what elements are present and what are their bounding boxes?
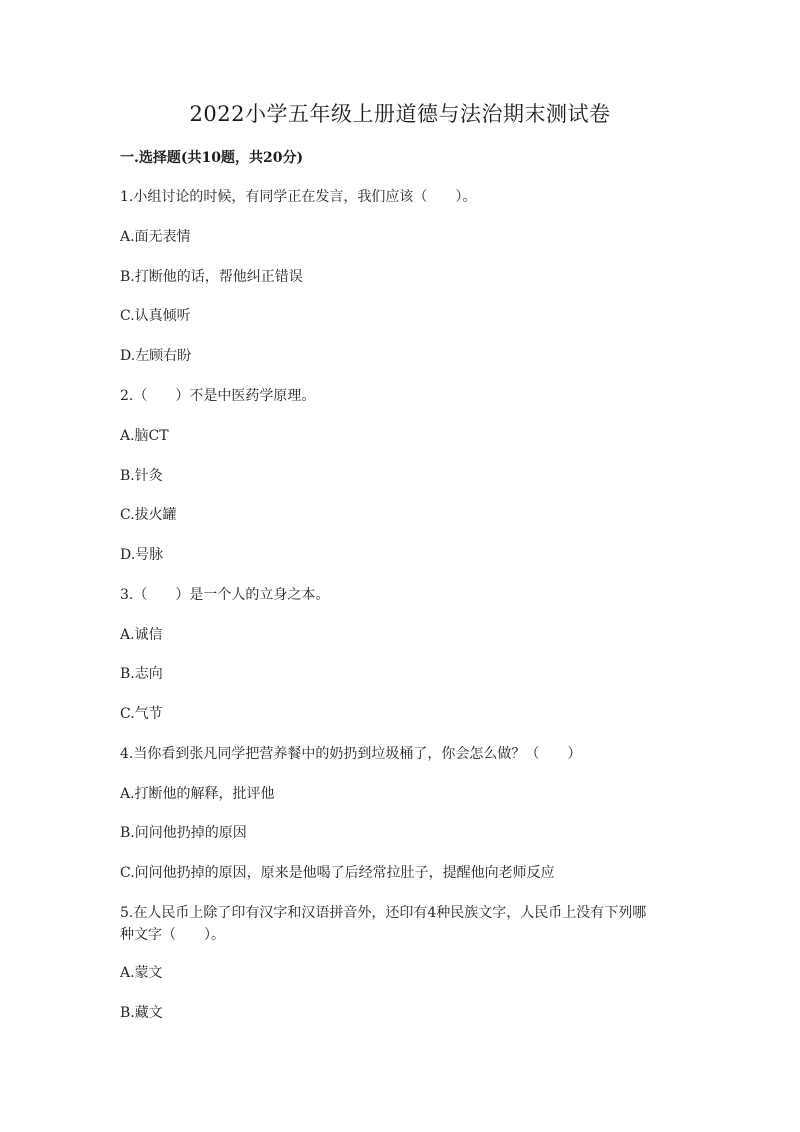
question-3-option-a: A.诚信 bbox=[120, 627, 163, 643]
question-4-stem: 4.当你看到张凡同学把营养餐中的奶扔到垃圾桶了，你会怎么做？（ ） bbox=[120, 746, 582, 762]
question-1-option-a: A.面无表情 bbox=[120, 229, 191, 245]
question-4-option-a: A.打断他的解释，批评他 bbox=[120, 786, 275, 802]
question-4-option-b: B.问问他扔掉的原因 bbox=[120, 825, 247, 841]
question-5-stem: 5.在人民币上除了印有汉字和汉语拼音外，还印有4种民族文字，人民币上没有下列哪种文字（ ）。 bbox=[120, 905, 647, 943]
question-2-option-d: D.号脉 bbox=[120, 547, 164, 563]
section-heading: 一.选择题(共10题，共20分) bbox=[120, 150, 304, 166]
question-3-option-c: C.气节 bbox=[120, 706, 163, 722]
question-3-option-b: B.志向 bbox=[120, 666, 163, 682]
question-4-option-c: C.问问他扔掉的原因，原来是他喝了后经常拉肚子，提醒他向老师反应 bbox=[120, 865, 555, 881]
question-2-option-a: A.脑CT bbox=[120, 428, 169, 444]
question-3-stem: 3.（ ）是一个人的立身之本。 bbox=[120, 587, 330, 603]
page-title: 2022小学五年级上册道德与法治期末测试卷 bbox=[189, 102, 611, 126]
question-1-option-b: B.打断他的话，帮他纠正错误 bbox=[120, 269, 303, 285]
question-1-option-d: D.左顾右盼 bbox=[120, 348, 192, 364]
question-1-option-c: C.认真倾听 bbox=[120, 308, 191, 324]
question-5-option-a: A.蒙文 bbox=[120, 965, 163, 981]
question-2-option-b: B.针灸 bbox=[120, 468, 163, 484]
question-1-stem: 1.小组讨论的时候，有同学正在发言，我们应该（ ）。 bbox=[120, 189, 477, 205]
question-2-option-c: C.拔火罐 bbox=[120, 507, 177, 523]
question-5-option-b: B.藏文 bbox=[120, 1005, 163, 1021]
question-2-stem: 2.（ ）不是中医药学原理。 bbox=[120, 388, 316, 404]
